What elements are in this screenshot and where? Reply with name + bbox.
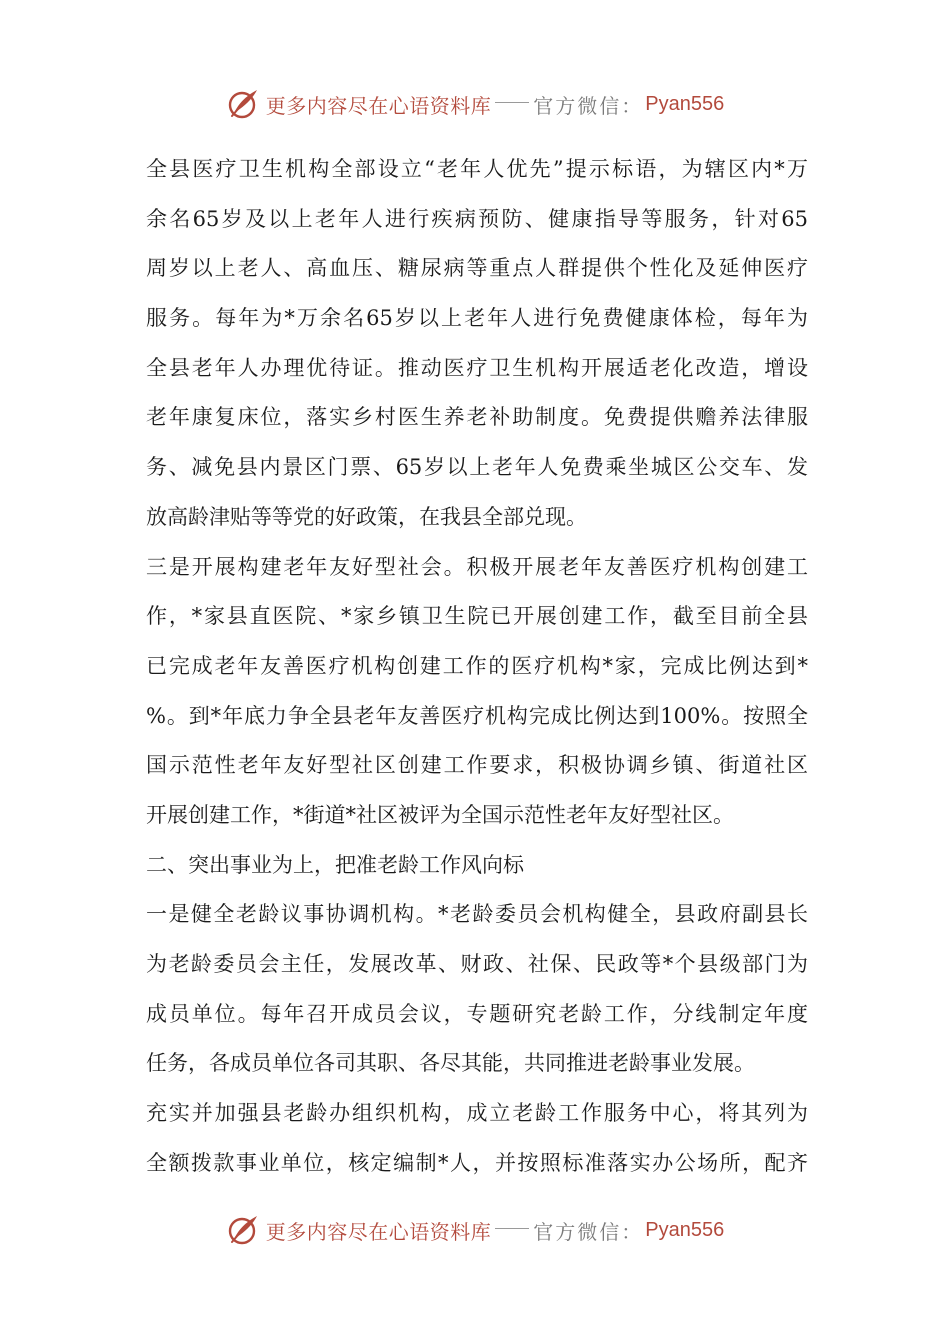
body-line: 充实并加强县老龄办组织机构，成立老龄工作服务中心，将其列为	[146, 1101, 808, 1126]
footer-brand-text: 更多内容尽在心语资料库	[265, 1219, 492, 1244]
quill-logo-icon	[226, 1213, 260, 1247]
header-divider	[495, 102, 529, 103]
footer-divider	[495, 1228, 529, 1229]
footer-watermark	[0, 1210, 950, 1250]
body-line: 周岁以上老人、高血压、糖尿病等重点人群提供个性化及延伸医疗	[146, 256, 808, 281]
body-line: 老年康复床位，落实乡村医生养老补助制度。免费提供赡养法律服	[146, 405, 808, 430]
body-line: 全县医疗卫生机构全部设立“老年人优先”提示标语，为辖区内*万	[146, 157, 808, 181]
header-brand-text: 更多内容尽在心语资料库	[265, 93, 492, 118]
footer-wechat-id: Pyan556	[645, 1218, 725, 1241]
quill-logo-icon	[226, 87, 260, 121]
body-line: 全县老年人办理优待证。推动医疗卫生机构开展适老化改造，增设	[146, 355, 808, 380]
header-wechat-id: Pyan556	[645, 92, 725, 115]
footer-label: 官方微信：	[533, 1219, 644, 1244]
document-body	[146, 145, 808, 1185]
body-line: 为老龄委员会主任，发展改革、财政、社保、民政等*个县级部门为	[146, 952, 808, 976]
body-line: 已完成老年友善医疗机构创建工作的医疗机构*家，完成比例达到*	[146, 653, 808, 678]
body-line: 三是开展构建老年友好型社会。积极开展老年友善医疗机构创建工	[146, 554, 808, 579]
body-line: 余名65岁及以上老年人进行疾病预防、健康指导等服务，针对65	[146, 206, 808, 231]
body-line: %。到*年底力争全县老年友善医疗机构完成比例达到100%。按照全	[146, 703, 808, 728]
body-line: 务、减免县内景区门票、65岁以上老年人免费乘坐城区公交车、发	[146, 455, 808, 480]
body-line: 任务，各成员单位各司其职、各尽其能，共同推进老龄事业发展。	[146, 1051, 755, 1076]
body-line: 一是健全老龄议事协调机构。*老龄委员会机构健全，县政府副县长	[146, 902, 808, 927]
body-line: 二、突出事业为上，把准老龄工作风向标	[146, 852, 524, 877]
body-line: 全额拨款事业单位，核定编制*人，并按照标准落实办公场所，配齐	[146, 1150, 808, 1175]
body-line: 国示范性老年友好型社区创建工作要求，积极协调乡镇、街道社区	[146, 753, 808, 778]
header-label: 官方微信：	[533, 93, 644, 118]
body-line: 作，*家县直医院、*家乡镇卫生院已开展创建工作，截至目前全县	[146, 604, 808, 629]
body-line: 成员单位。每年召开成员会议，专题研究老龄工作，分线制定年度	[146, 1001, 808, 1026]
header-watermark	[0, 84, 950, 124]
body-line: 开展创建工作，*街道*社区被评为全国示范性老年友好型社区。	[146, 802, 734, 827]
body-line: 放高龄津贴等等党的好政策，在我县全部兑现。	[146, 504, 587, 529]
body-line: 服务。每年为*万余名65岁以上老年人进行免费健康体检，每年为	[146, 306, 808, 331]
